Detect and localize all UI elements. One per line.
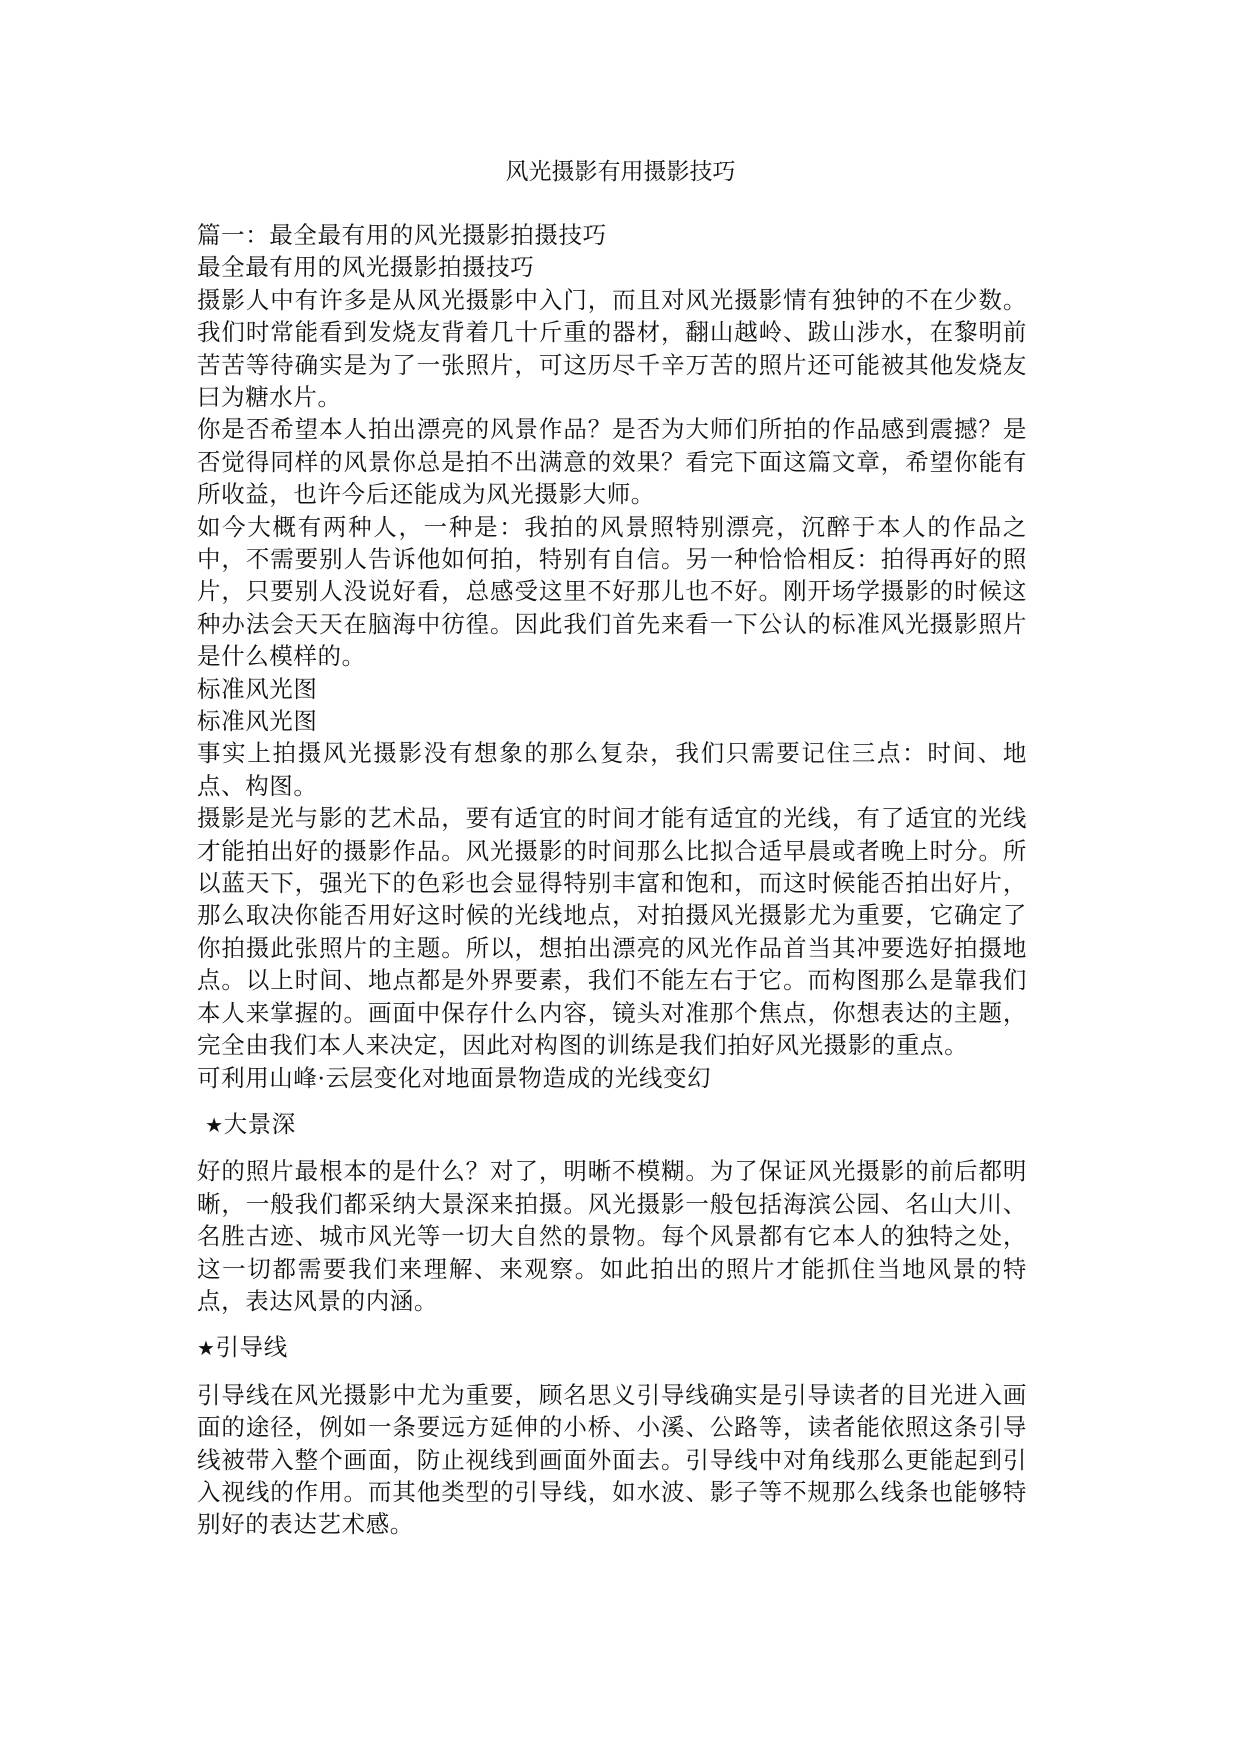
subheading-depth-of-field: [197, 1108, 1027, 1141]
star-icon: ★: [197, 1336, 216, 1361]
paragraph-two-kinds: 如今大概有两种人，一种是：我拍的风景照特别漂亮，沉醉于本人的作品之中，不需要别人告诉他如何拍，特别有自信。另一种恰恰相反：拍得再好的照片，只要别人没说好看，总感受这里不好那儿也不好。刚开场学摄影的时候这种办法会天天在脑海中彷徨。因此我们首先来看一下公认的标准风光摄影照片是什么模样的。: [197, 512, 1027, 671]
paragraph-depth-of-field: 好的照片最根本的是什么？对了，明晰不模糊。为了保证风光摄影的前后都明晰，一般我们都采纳大景深来拍摄。风光摄影一般包括海滨公园、名山大川、名胜古迹、城市风光等一切大自然的景物。每个风景都有它本人的独特之处，这一切都需要我们来理解、来观察。如此拍出的照片才能抓住当地风景的特点，表达风景的内涵。: [197, 1157, 1027, 1315]
subheading-label: 大景深: [223, 1109, 296, 1138]
paragraph-questions: 你是否希望本人拍出漂亮的风景作品？是否为大师们所拍的作品感到震撼？是否觉得同样的风景你总是拍不出满意的效果？看完下面这篇文章，希望你能有所收益，也许今后还能成为风光摄影大师。: [197, 415, 1027, 509]
paragraph-leading-lines: 引导线在风光摄影中尤为重要，顾名思义引导线确实是引导读者的目光进入画面的途径，例如一条要远方延伸的小桥、小溪、公路等，读者能依照这条引导线被带入整个画面，防止视线到画面外面去。引导线中对角线那么更能起到引入视线的作用。而其他类型的引导线，如水波、影子等不规那么线条也能够特别好的表达艺术感。: [197, 1380, 1027, 1539]
image-caption: 标准风光图: [197, 707, 318, 736]
star-icon: ★: [205, 1112, 224, 1137]
document-body: [197, 219, 1027, 1541]
image-caption: 可利用山峰·云层变化对地面景物造成的光线变幻: [197, 1063, 712, 1092]
document-title: 风光摄影有用摄影技巧: [505, 159, 736, 185]
subheading-leading-lines: [197, 1331, 1027, 1364]
paragraph-intro: 摄影人中有许多是从风光摄影中入门，而且对风光摄影情有独钟的不在少数。我们时常能看到发烧友背着几十斤重的器材，翻山越岭、跋山涉水，在黎明前苦苦等待确实是为了一张照片，可这历尽千辛万苦的照片还可能被其他发烧友曰为糖水片。: [197, 285, 1027, 411]
paragraph-three-points: 事实上拍摄风光摄影没有想象的那么复杂，我们只需要记住三点：时间、地点、构图。: [197, 739, 1027, 800]
article-subtitle: 最全最有用的风光摄影拍摄技巧: [197, 253, 535, 282]
section-heading: 篇一：最全最有用的风光摄影拍摄技巧: [197, 221, 607, 249]
subheading-label: 引导线: [215, 1333, 288, 1362]
paragraph-light-shadow: 摄影是光与影的艺术品，要有适宜的时间才能有适宜的光线，有了适宜的光线才能拍出好的摄影作品。风光摄影的时间那么比拟合适早晨或者晚上时分。所以蓝天下，强光下的色彩也会显得特别丰富和饱和，而这时候能否拍出好片，那么取决你能否用好这时候的光线地点，对拍摄风光摄影尤为重要，它确定了你拍摄此张照片的主题。所以，想拍出漂亮的风光作品首当其冲要选好拍摄地点。以上时间、地点都是外界要素，我们不能左右于它。而构图那么是靠我们本人来掌握的。画面中保存什么内容，镜头对准那个焦点，你想表达的主题，完全由我们本人来决定，因此对构图的训练是我们拍好风光摄影的重点。: [197, 804, 1027, 1060]
image-caption: 标准风光图: [197, 674, 318, 703]
